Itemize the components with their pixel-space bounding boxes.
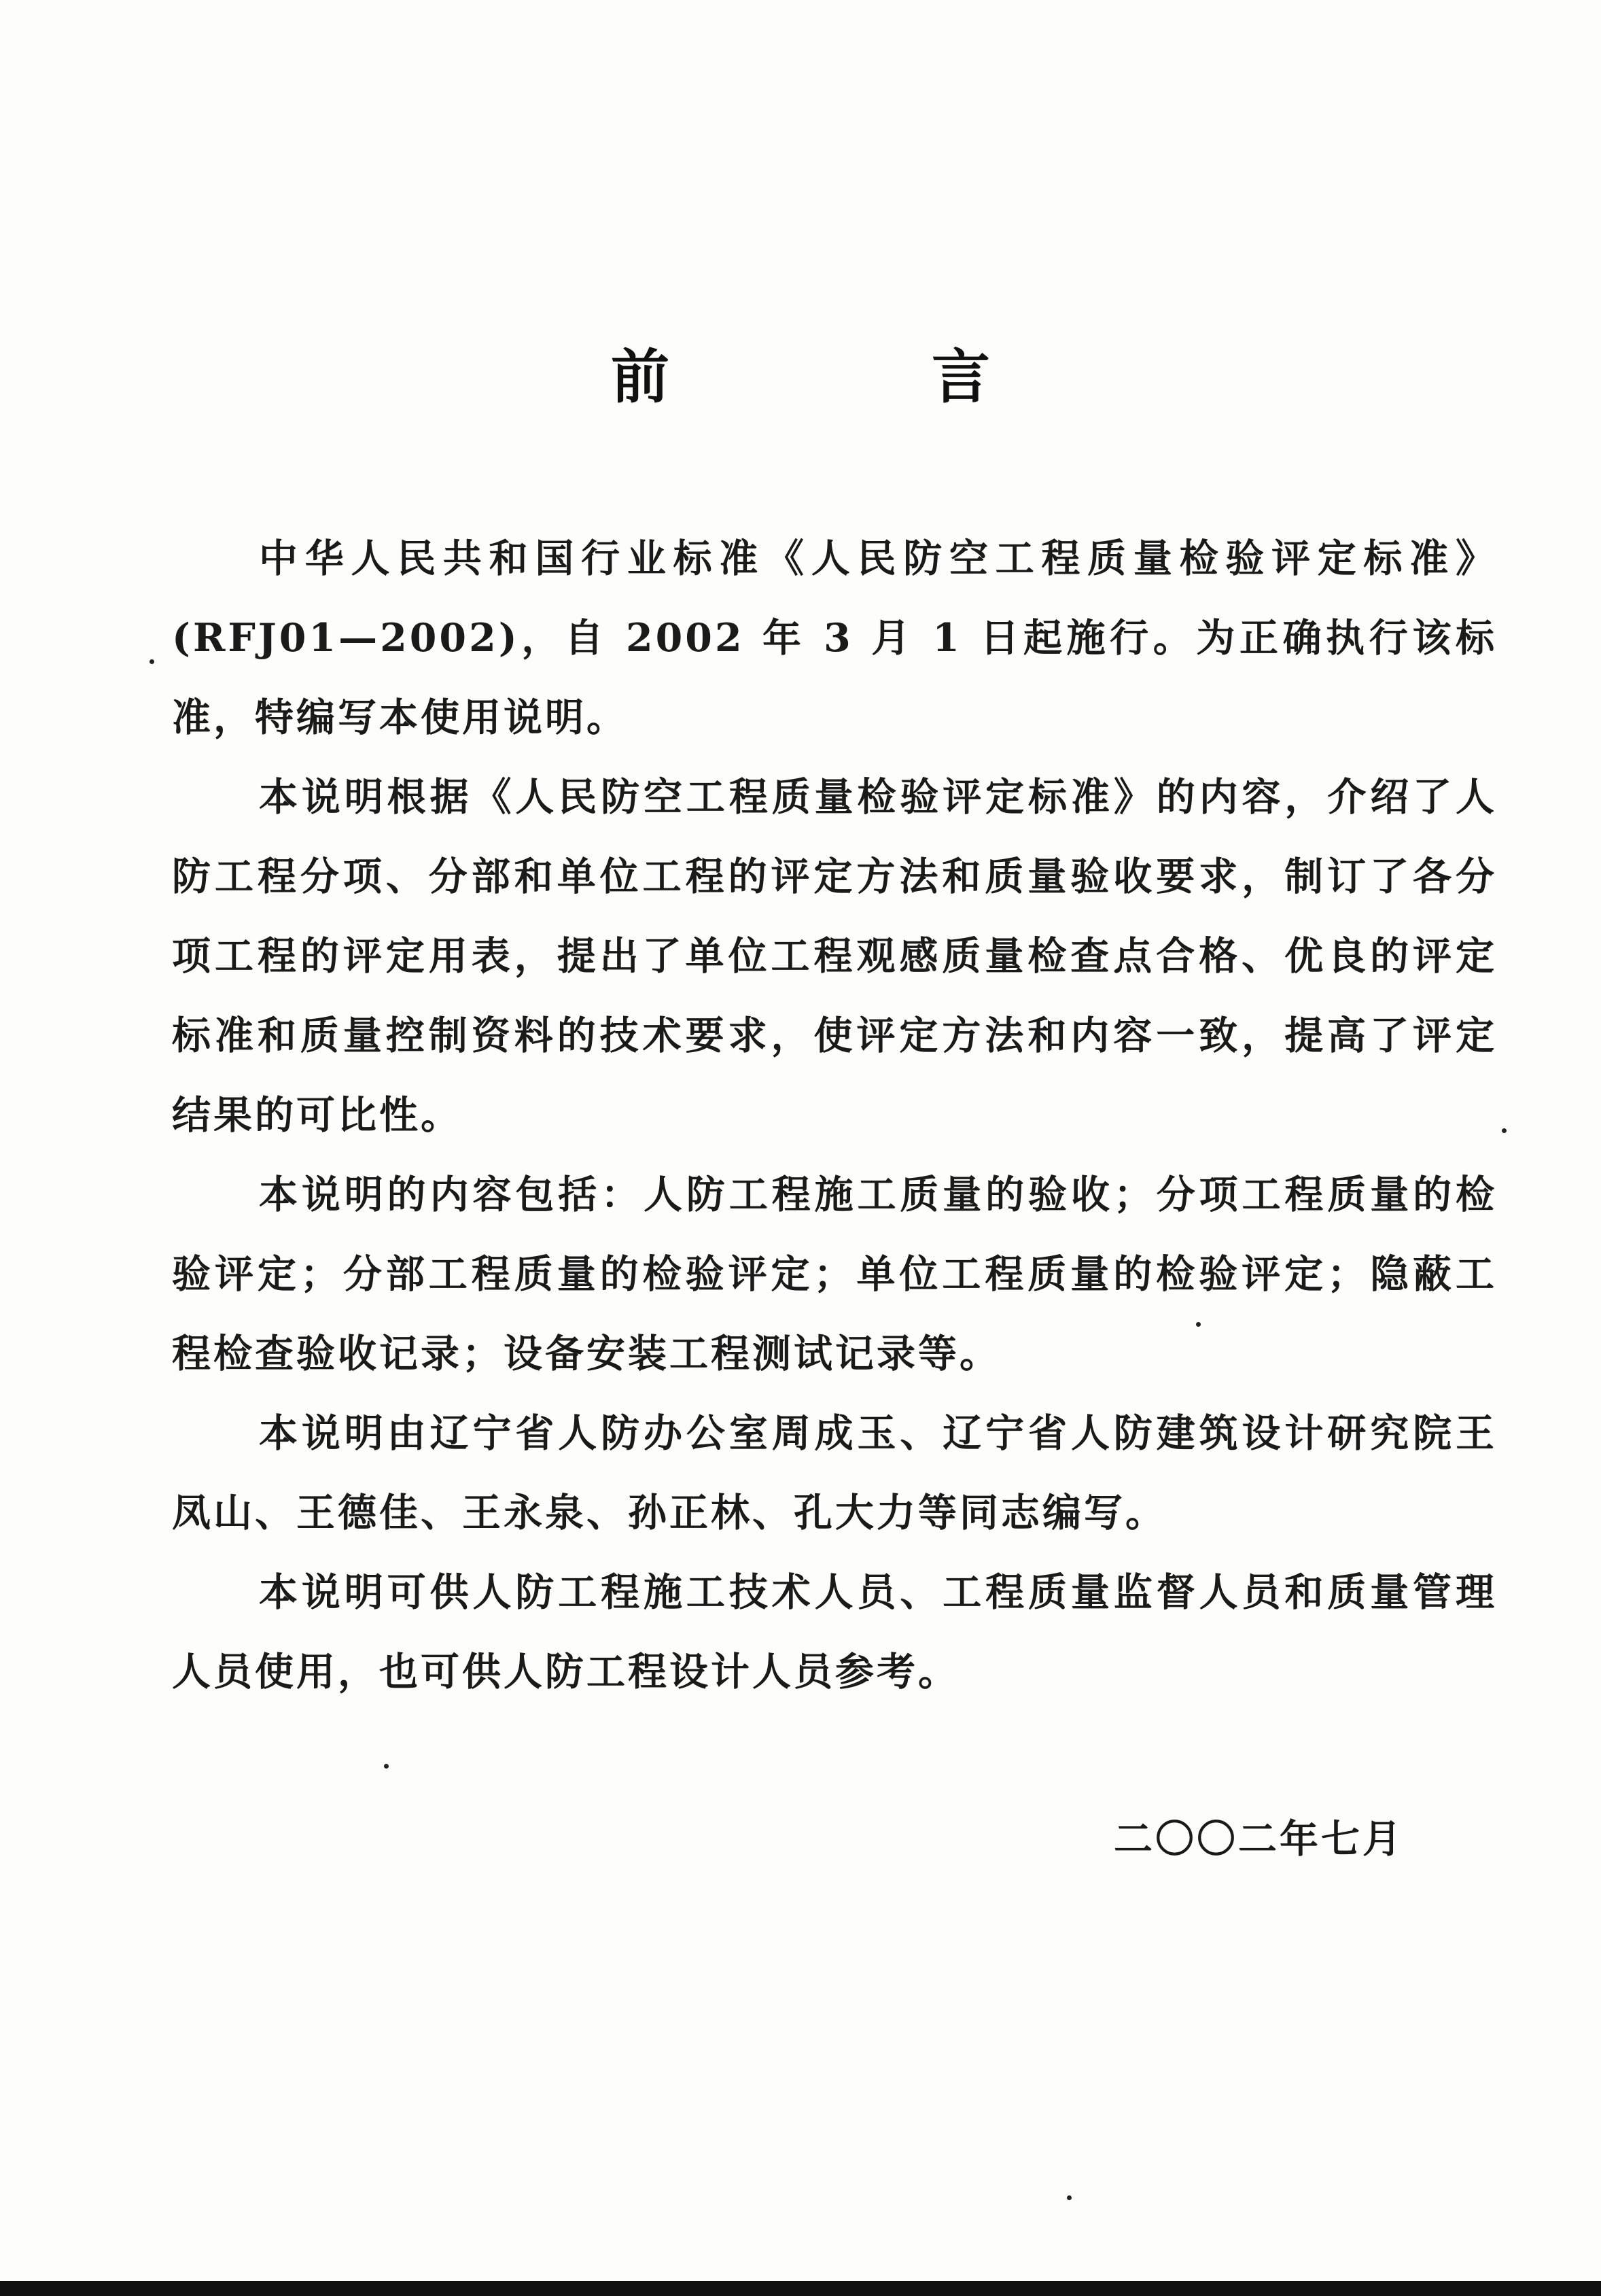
scan-speck	[1196, 1322, 1201, 1327]
date-line: 二〇〇二年七月	[1114, 1816, 1404, 1862]
scan-speck	[384, 1764, 389, 1769]
paragraph-5: 本说明可供人防工程施工技术人员、工程质量监督人员和质量管理人员使用，也可供人防工程设计人员参考。	[172, 1569, 1497, 1694]
paragraph-1: 中华人民共和国行业标准《人民防空工程质量检验评定标准》(RFJ01—2002)，自 2002 年 3 月 1 日起施行。为正确执行该标准，特编写本使用说明。	[172, 536, 1497, 740]
scan-speck	[1502, 1128, 1507, 1133]
page-title: 前 言	[611, 343, 1092, 411]
scan-speck	[1067, 2195, 1072, 2200]
paragraph-4: 本说明由辽宁省人防办公室周成玉、辽宁省人防建筑设计研究院王凤山、王德佳、王永泉、孙正林、孔大力等同志编写。	[172, 1410, 1497, 1535]
scan-bottom-edge	[0, 2281, 1601, 2296]
preface-body	[172, 519, 1497, 1711]
paragraph-3: 本说明的内容包括：人防工程施工质量的验收；分项工程质量的检验评定；分部工程质量的检验评定；单位工程质量的检验评定；隐蔽工程检查验收记录；设备安装工程测试记录等。	[172, 1172, 1497, 1376]
scan-speck	[149, 659, 154, 664]
paragraph-2: 本说明根据《人民防空工程质量检验评定标准》的内容，介绍了人防工程分项、分部和单位工程的评定方法和质量验收要求，制订了各分项工程的评定用表，提出了单位工程观感质量检查点合格、优良的评定标准和质量控制资料的技术要求，使评定方法和内容一致，提高了评定结果的可比性。	[172, 774, 1497, 1138]
